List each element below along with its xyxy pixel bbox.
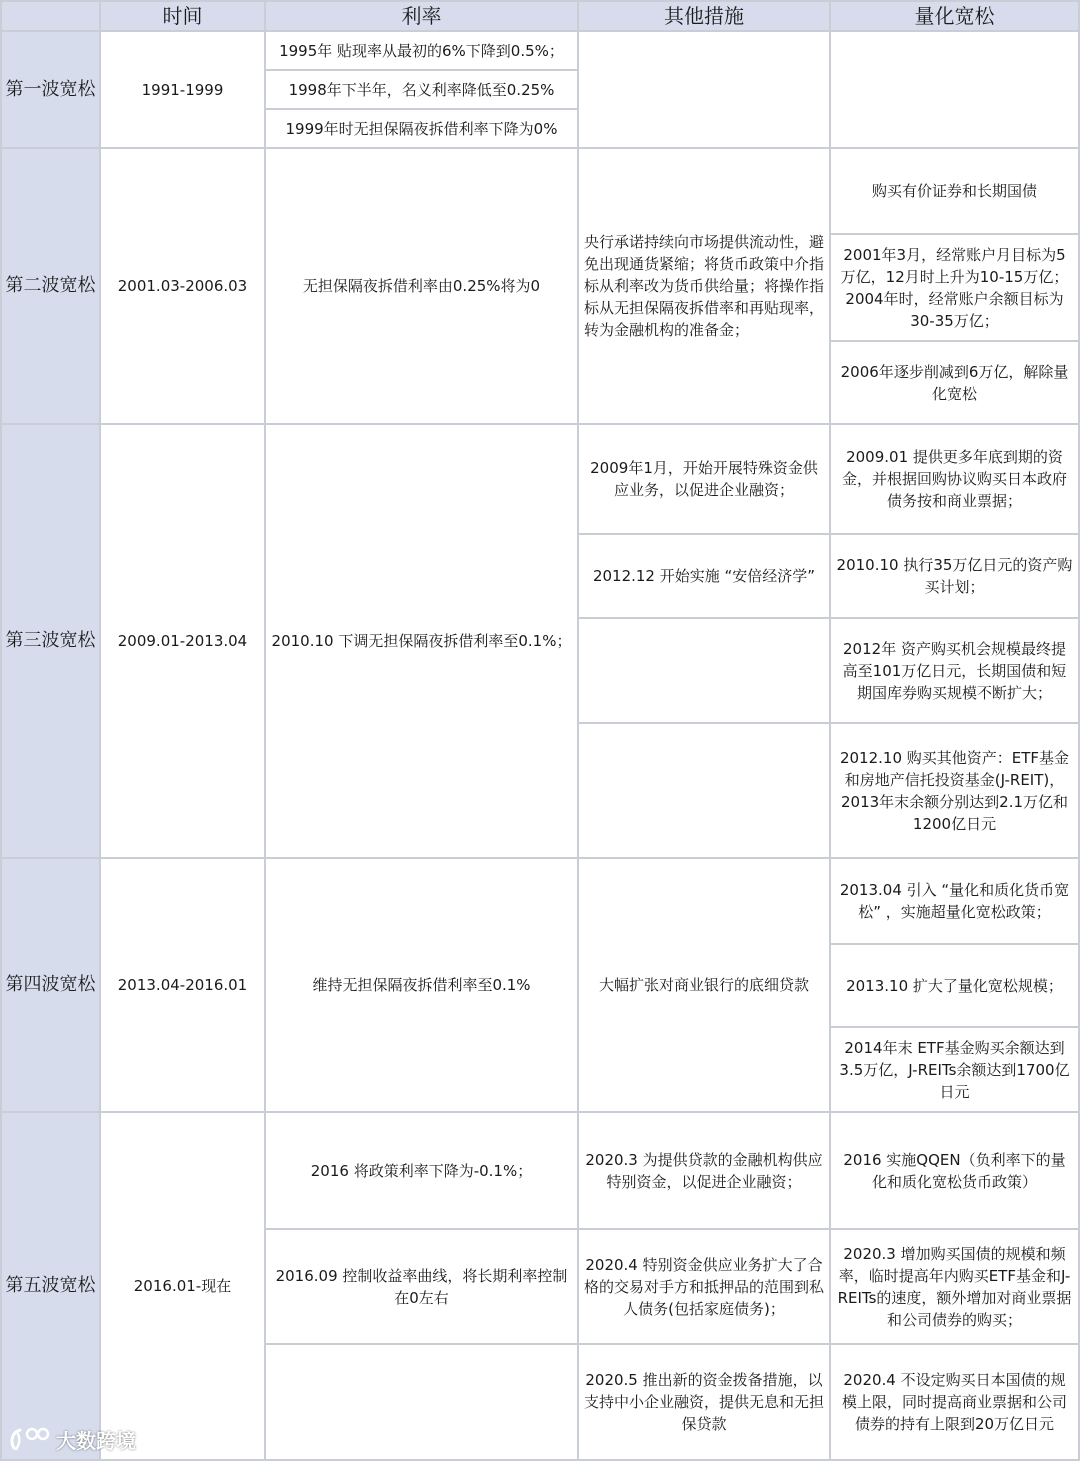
watermark <box>8 1424 136 1454</box>
watermark-text: 大数跨境 <box>56 1428 136 1453</box>
wave-5-rate-1: 2016 将政策利率下降为-0.1%； <box>266 1113 577 1228</box>
wave-2-qe-2: 2001年3月，经常账户月目标为5万亿，12月时上升为10-15万亿；2004年时，经常账户余额目标为30-35万亿； <box>831 235 1078 340</box>
header-time: 时间 <box>101 2 264 30</box>
header-corner <box>2 2 99 30</box>
wave-4-other-1: 大幅扩张对商业银行的底细贷款 <box>579 859 829 1111</box>
wave-3-qe-1: 2009.01 提供更多年底到期的资金，并根据回购协议购买日本政府债务按和商业票据； <box>831 425 1078 533</box>
wave-3-rate-1: 2010.10 下调无担保隔夜拆借利率至0.1%； <box>266 425 577 857</box>
wave-2-other-1: 央行承诺持续向市场提供流动性，避免出现通货紧缩；将货币政策中介指标从利率改为货币供给量；将操作指标从无担保隔夜拆借率和再贴现率，转为金融机构的准备金； <box>579 149 829 423</box>
header-qe: 量化宽松 <box>831 2 1078 30</box>
wave-5-qe-1: 2016 实施QQEN（负利率下的量化和质化宽松货币政策） <box>831 1113 1078 1228</box>
wave-1-other-empty <box>579 32 829 147</box>
wave-3-qe-4: 2012.10 购买其他资产：ETF基金和房地产信托投资基金(J-REIT)，2013年末余额分别达到2.1万亿和1200亿日元 <box>831 724 1078 857</box>
wave-1-rate-1: 1995年 贴现率从最初的6%下降到0.5%； <box>266 32 577 69</box>
wave-5-qe-3: 2020.4 不设定购买日本国债的规模上限，同时提高商业票据和公司债券的持有上限到20万亿日元 <box>831 1345 1078 1459</box>
wave-1-time: 1991-1999 <box>101 32 264 147</box>
wave-5-time: 2016.01-现在 <box>101 1113 264 1459</box>
wave-4-qe-3: 2014年末 ETF基金购买余额达到3.5万亿，J-REITs余额达到1700亿日元 <box>831 1028 1078 1111</box>
wave-5-other-3: 2020.5 推出新的资金拨备措施，以支持中小企业融资，提供无息和无担保贷款 <box>579 1345 829 1459</box>
wave-3-time: 2009.01-2013.04 <box>101 425 264 857</box>
wave-3-other-2: 2012.12 开始实施 “安倍经济学” <box>579 535 829 617</box>
wave-2-qe-3: 2006年逐步削减到6万亿，解除量化宽松 <box>831 342 1078 423</box>
wave-3-qe-3: 2012年 资产购买机会规模最终提高至101万亿日元，长期国债和短期国库券购买规模不断扩大； <box>831 619 1078 722</box>
header-other-measures: 其他措施 <box>579 2 829 30</box>
wave-1-label: 第一波宽松 <box>2 32 99 147</box>
watermark-logo-icon <box>8 1424 52 1454</box>
wave-5-label: 第五波宽松 <box>2 1113 99 1459</box>
wave-3-other-empty-1 <box>579 619 829 722</box>
wave-3-qe-2: 2010.10 执行35万亿日元的资产购买计划； <box>831 535 1078 617</box>
wave-2-time: 2001.03-2006.03 <box>101 149 264 423</box>
wave-1-rate-2: 1998年下半年，名义利率降低至0.25% <box>266 71 577 108</box>
wave-3-other-1: 2009年1月，开始开展特殊资金供应业务，以促进企业融资； <box>579 425 829 533</box>
wave-3-label: 第三波宽松 <box>2 425 99 857</box>
wave-4-time: 2013.04-2016.01 <box>101 859 264 1111</box>
wave-5-other-2: 2020.4 特别资金供应业务扩大了合格的交易对手方和抵押品的范围到私人债务(包括家庭债务)； <box>579 1230 829 1343</box>
wave-1-rate-3: 1999年时无担保隔夜拆借利率下降为0% <box>266 110 577 147</box>
wave-5-rate-empty <box>266 1345 577 1459</box>
wave-4-qe-2: 2013.10 扩大了量化宽松规模； <box>831 945 1078 1026</box>
wave-2-label: 第二波宽松 <box>2 149 99 423</box>
header-rate: 利率 <box>266 2 577 30</box>
wave-4-qe-1: 2013.04 引入 “量化和质化货币宽松” ，实施超量化宽松政策； <box>831 859 1078 943</box>
wave-4-label: 第四波宽松 <box>2 859 99 1111</box>
wave-5-other-1: 2020.3 为提供贷款的金融机构供应特别资金，以促进企业融资； <box>579 1113 829 1228</box>
wave-3-other-empty-2 <box>579 724 829 857</box>
wave-2-qe-1: 购买有价证券和长期国债 <box>831 149 1078 233</box>
wave-5-rate-2: 2016.09 控制收益率曲线，将长期利率控制在0左右 <box>266 1230 577 1343</box>
wave-4-rate-1: 维持无担保隔夜拆借利率至0.1% <box>266 859 577 1111</box>
wave-2-rate-1: 无担保隔夜拆借利率由0.25%将为0 <box>266 149 577 423</box>
wave-1-qe-empty <box>831 32 1078 147</box>
wave-5-qe-2: 2020.3 增加购买国债的规模和频率，临时提高年内购买ETF基金和J-REITs的速度，额外增加对商业票据和公司债券的购买； <box>831 1230 1078 1343</box>
